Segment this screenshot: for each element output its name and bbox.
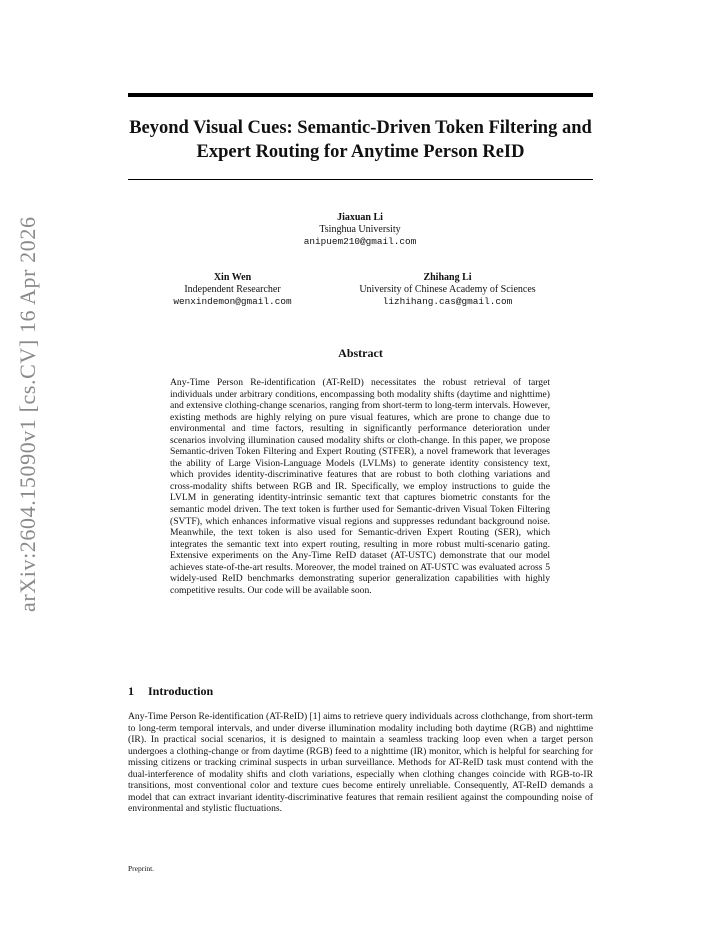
author-block-1	[240, 212, 480, 248]
arxiv-identifier: arXiv:2604.15090v1 [cs.CV] 16 Apr 2026	[15, 216, 40, 612]
paper-title: Beyond Visual Cues: Semantic-Driven Token Filtering and Expert Routing for Anytime Person ReID	[129, 118, 592, 162]
abstract-heading: Abstract	[338, 346, 383, 360]
author-block-3	[335, 272, 560, 308]
author-name: Jiaxuan Li	[337, 212, 383, 223]
author-email: lizhihang.cas@gmail.com	[382, 296, 513, 307]
author-email: anipuem210@gmail.com	[303, 236, 417, 247]
author-block-2	[140, 272, 325, 308]
author-affiliation: Independent Researcher	[184, 284, 281, 295]
author-affiliation: Tsinghua University	[319, 224, 401, 235]
author-affiliation: University of Chinese Academy of Sciences	[359, 284, 536, 295]
preprint-footer: Preprint.	[128, 864, 155, 873]
section-heading-introduction	[128, 684, 213, 699]
abstract-text: Any-Time Person Re-identification (AT-ReID) necessitates the robust retrieval of target individuals under arbitrary conditions, encompassing both modality shifts (daytime and nighttime) and extensive clothing-change scenarios, ranging from short-term to long-term intervals. However, existing methods are highly relying on pure visual features, which are prone to change due to environmental and time factors, resulting in significantly performance deterioration under scenarios involving illumination caused modality shifts or cloth-change. In this paper, we propose Semantic-driven Token Filtering and Expert Routing (STFER), a novel framework that leverages the ability of Large Vision-Language Models (LVLMs) to generate identity consistency text, which provides identity-discriminative features that are robust to both clothing variations and cross-modality shifts between RGB and IR. Specifically, we employ instructions to guide the LVLM in generating identity-intrinsic semantic text that captures biometric constants for the semantic model driven. The text token is further used for Semantic-driven Visual Token Filtering (SVTF), which enhances informative visual regions and suppresses redundant background noise. Meanwhile, the text token is also used for Semantic-driven Expert Routing (SER), which integrates the semantic text into expert routing, resulting in more robust multi-scenario gating. Extensive experiments on the Any-Time ReID dataset (AT-USTC) demonstrate that our model achieves state-of-the-art results. Moreover, the model trained on AT-USTC was evaluated across 5 widely-used ReID benchmarks demonstrating superior generalization capabilities with highly competitive results. Our code will be available soon.	[170, 377, 550, 596]
author-email: wenxindemon@gmail.com	[173, 296, 292, 307]
section-number: 1	[128, 684, 134, 698]
section-title: Introduction	[148, 684, 214, 698]
author-name: Zhihang Li	[423, 272, 472, 283]
title-bottom-rule	[128, 179, 593, 180]
author-name: Xin Wen	[213, 272, 252, 283]
title-top-rule	[128, 93, 593, 97]
introduction-text: Any-Time Person Re-identification (AT-ReID) [1] aims to retrieve query individuals across clothchange, from short-term to long-term temporal intervals, and under diverse illumination modality including both daytime (RGB) and nighttime (IR). In practical social scenarios, it is designed to maintain a seamless tracking loop even when a target person undergoes a clothing-change or from daytime (RGB) feed to a nighttime (IR) monitor, which is helpful for searching for missing citizens or tracking criminal suspects in urban surveillance. Methods for AT-ReID task must contend with the dual-interference of modality shifts and cloth variations, especially when clothing changes coincide with RGB-to-IR transitions, most conventional color and texture cues become entirely unreliable. Consequently, AT-ReID demands a model that can extract invariant identity-discriminative features that remain resilient against the compounding noise of environmental and stylistic fluctuations.	[128, 711, 594, 815]
